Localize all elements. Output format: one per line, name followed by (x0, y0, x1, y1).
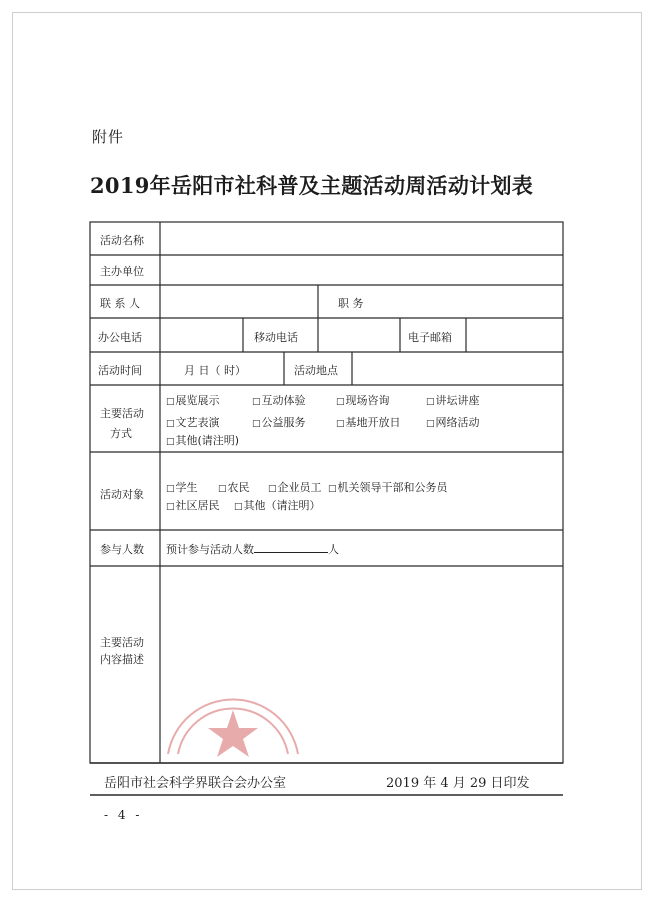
label-email: 电子邮箱 (408, 331, 452, 344)
option-other-method[interactable]: □其他(请注明) (166, 434, 240, 447)
label-main-methods-1: 主要活动 (100, 407, 144, 420)
label-description-2: 内容描述 (100, 653, 144, 666)
option-students[interactable]: □学生 (166, 481, 198, 494)
option-residents[interactable]: □社区居民 (166, 499, 220, 512)
label-office-phone: 办公电话 (98, 331, 142, 344)
footer-date: 2019 年 4 月 29 日印发 (386, 776, 530, 791)
official-seal-icon (160, 648, 306, 762)
option-open-day[interactable]: □基地开放日 (336, 416, 401, 429)
label-activity-name: 活动名称 (100, 234, 144, 247)
option-other-target[interactable]: □其他（请注明） (234, 499, 321, 512)
label-target: 活动对象 (100, 488, 144, 501)
footer-issuer: 岳阳市社会科学界联合会办公室 (104, 776, 287, 791)
time-template: 月 日（ 时） (184, 364, 246, 377)
label-activity-time: 活动时间 (98, 364, 142, 377)
label-main-methods-2: 方式 (110, 427, 132, 440)
option-performance[interactable]: □文艺表演 (166, 416, 220, 429)
option-public-service[interactable]: □公益服务 (252, 416, 306, 429)
option-online[interactable]: □网络活动 (426, 416, 480, 429)
label-activity-location: 活动地点 (294, 364, 338, 377)
page-number: - 4 - (104, 808, 143, 822)
participants-field[interactable]: 预计参与活动人数 人 (166, 543, 339, 556)
annex-label: 附件 (92, 128, 125, 146)
participants-blank[interactable] (254, 542, 328, 553)
option-officials[interactable]: □机关领导干部和公务员 (328, 481, 448, 494)
label-contact-person: 联 系 人 (100, 297, 140, 310)
option-farmers[interactable]: □农民 (218, 481, 250, 494)
option-interactive[interactable]: □互动体验 (252, 394, 306, 407)
page-title: 2019年岳阳市社科普及主题活动周活动计划表 (90, 173, 534, 198)
label-description-1: 主要活动 (100, 636, 144, 649)
option-lecture[interactable]: □讲坛讲座 (426, 394, 480, 407)
label-participants: 参与人数 (100, 543, 144, 556)
option-exhibition[interactable]: □展览展示 (166, 394, 220, 407)
option-consultation[interactable]: □现场咨询 (336, 394, 390, 407)
label-position: 职 务 (338, 297, 364, 310)
label-mobile-phone: 移动电话 (254, 331, 298, 344)
option-employees[interactable]: □企业员工 (268, 481, 322, 494)
label-organizer: 主办单位 (100, 265, 144, 278)
